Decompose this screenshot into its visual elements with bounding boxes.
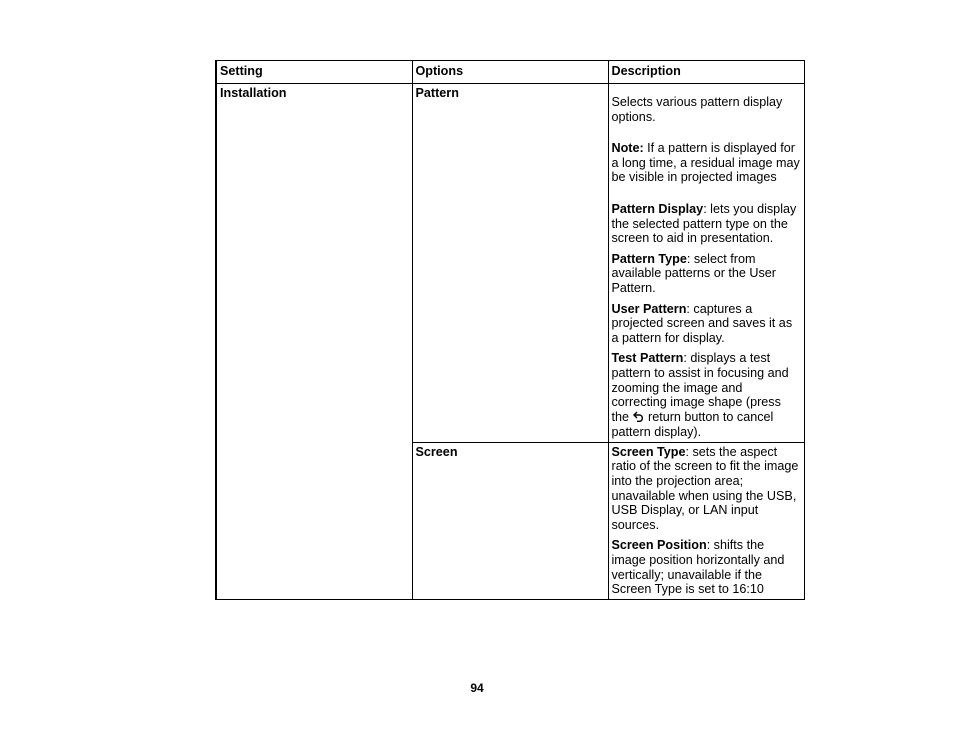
- pattern-note: [612, 141, 801, 185]
- screen-type-desc: [612, 445, 801, 533]
- pattern-desc-intro: [612, 86, 801, 124]
- description-screen: [608, 442, 804, 599]
- return-arrow-icon: [633, 411, 645, 426]
- pattern-display-desc: [612, 202, 801, 246]
- pattern-display-term: Pattern Display: [611, 201, 704, 216]
- test-pattern-text-after: return button to cancel pattern display).: [611, 409, 774, 440]
- header-setting: Setting: [216, 61, 412, 84]
- pattern-desc-intro-text: Selects various pattern display options.: [611, 95, 783, 124]
- settings-table: [215, 60, 805, 600]
- pattern-display-text: : lets you display the selected pattern type on the screen to aid in presentation.: [611, 201, 797, 246]
- test-pattern-desc: [612, 351, 801, 440]
- header-description: Description: [608, 61, 804, 84]
- user-pattern-term: User Pattern: [611, 301, 687, 316]
- note-text: If a pattern is displayed for a long time, a residual image may be visible in projected images: [611, 141, 800, 185]
- setting-installation: Installation: [216, 84, 412, 600]
- description-pattern: [608, 84, 804, 443]
- user-pattern-desc: [612, 302, 801, 346]
- pattern-type-term: Pattern Type: [611, 251, 687, 266]
- screen-position-text: : shifts the image position horizontally and vertically; unavailable if the Screen Type is set to 16:10: [611, 538, 785, 597]
- table-header-row: [216, 61, 804, 84]
- user-pattern-text: : captures a projected screen and saves it as a pattern for display.: [611, 301, 793, 345]
- screen-type-term: Screen Type: [611, 444, 686, 459]
- pattern-type-desc: [612, 252, 801, 296]
- page-number: 94: [470, 681, 484, 695]
- pattern-type-text: : select from available patterns or the User Pattern.: [611, 251, 777, 295]
- table-row: [216, 84, 804, 443]
- test-pattern-term: Test Pattern: [611, 351, 684, 366]
- test-pattern-text: : displays a test pattern to assist in focusing and zooming the image and correcting image shape (press the: [611, 351, 789, 424]
- option-pattern: Pattern: [412, 84, 608, 443]
- note-label: Note:: [611, 141, 644, 156]
- screen-type-text: : sets the aspect ratio of the screen to fit the image into the projection area; unavailable when using the USB, USB Display, or LAN input sources.: [611, 444, 799, 532]
- screen-position-desc: [612, 538, 801, 596]
- header-options: Options: [412, 61, 608, 84]
- screen-position-term: Screen Position: [611, 538, 707, 553]
- option-screen: Screen: [412, 442, 608, 599]
